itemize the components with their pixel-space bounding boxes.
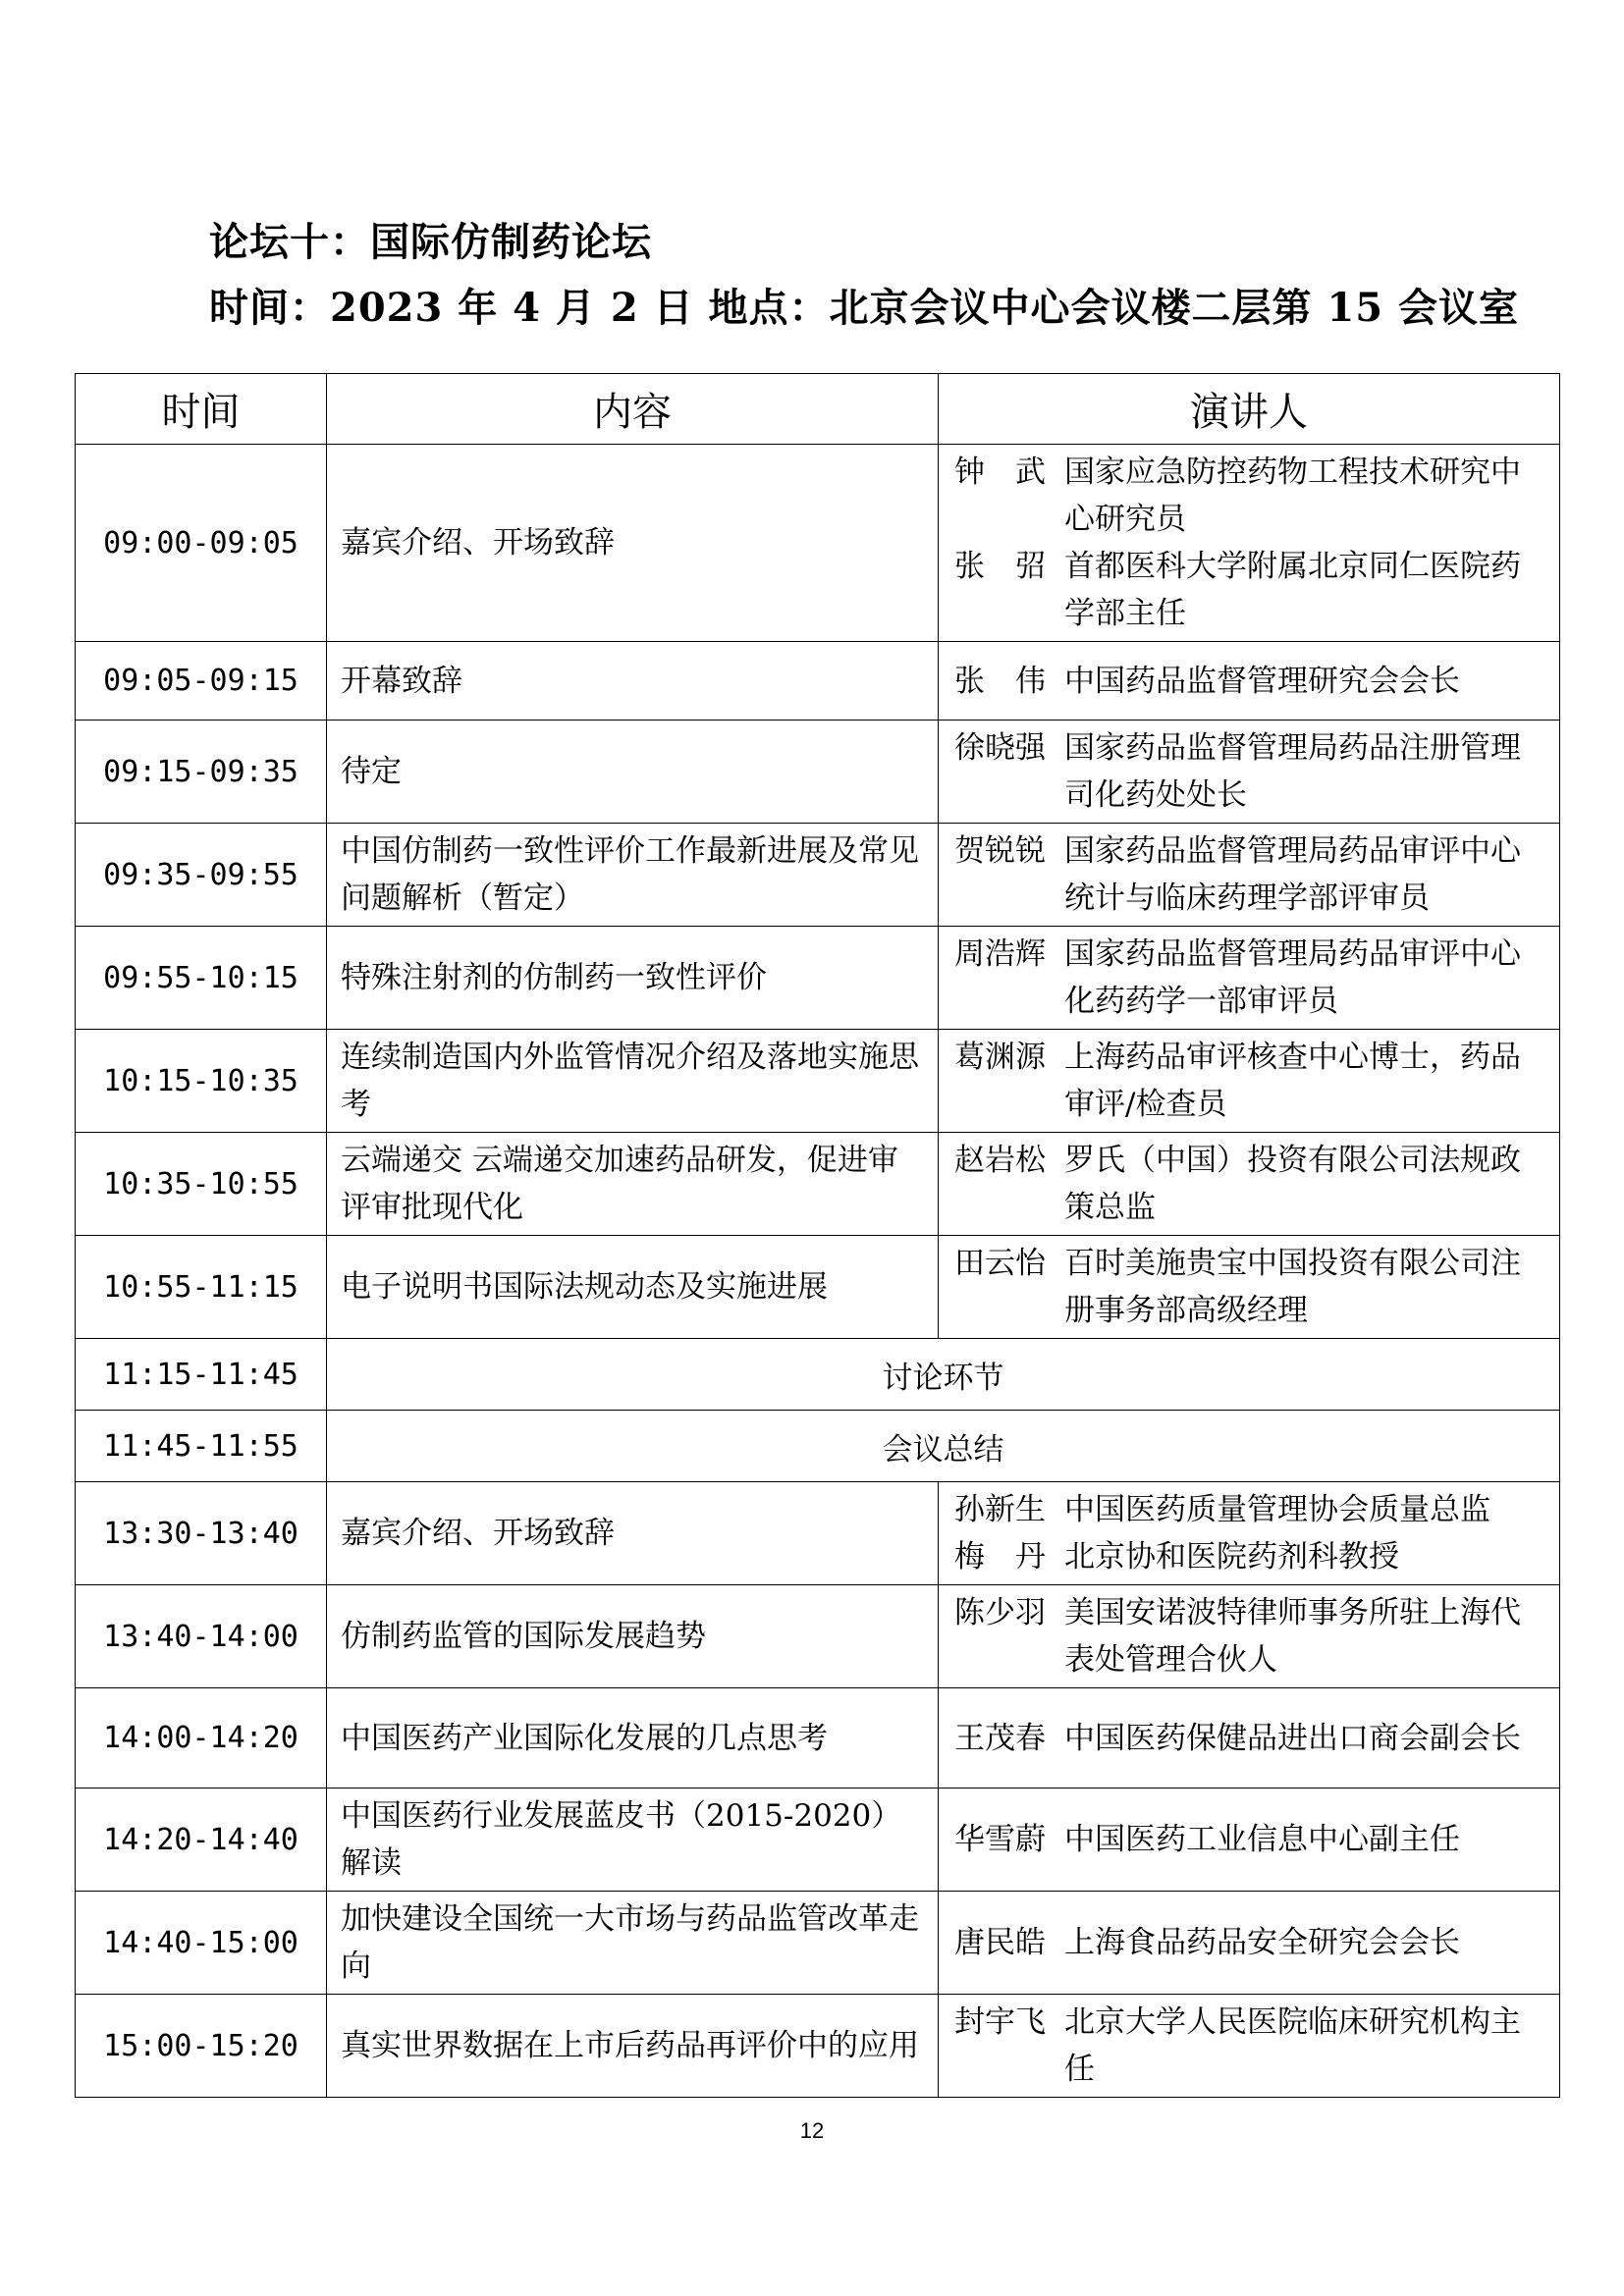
time-cell: 10:55-11:15 [76, 1236, 327, 1339]
speaker-name: 张 弨 [954, 549, 1046, 584]
table-row [76, 721, 1560, 824]
time-place-line: 时间：2023 年 4 月 2 日 地点：北京会议中心会议楼二层第 15 会议室 [209, 285, 1520, 331]
speaker-cell [939, 1482, 1560, 1585]
time-cell: 13:30-13:40 [76, 1482, 327, 1585]
table-row [76, 1585, 1560, 1688]
time-cell: 14:40-15:00 [76, 1892, 327, 1995]
speaker-cell [939, 1585, 1560, 1688]
table-row [76, 1411, 1560, 1482]
speaker-entry [954, 828, 1545, 922]
speaker-cell [939, 1688, 1560, 1789]
content-cell: 云端递交 云端递交加速药品研发，促进审评审批现代化 [327, 1133, 939, 1236]
table-row [76, 1236, 1560, 1339]
speaker-entry [954, 1715, 1545, 1762]
table-row [76, 1482, 1560, 1585]
time-cell: 14:20-14:40 [76, 1789, 327, 1892]
speaker-cell [939, 1133, 1560, 1236]
speaker-entry [954, 1999, 1545, 2093]
speaker-title: 北京协和医院药剂科教授 [1064, 1539, 1399, 1575]
content-cell: 中国医药行业发展蓝皮书（2015-2020）解读 [327, 1789, 939, 1892]
speaker-name: 田云怡 [954, 1246, 1046, 1281]
speaker-name: 徐晓强 [954, 730, 1046, 766]
content-cell: 连续制造国内外监管情况介绍及落地实施思考 [327, 1030, 939, 1133]
time-cell: 09:15-09:35 [76, 721, 327, 824]
content-cell: 开幕致辞 [327, 642, 939, 721]
content-cell: 加快建设全国统一大市场与药品监管改革走向 [327, 1892, 939, 1995]
header-content: 内容 [327, 374, 939, 445]
table-row [76, 824, 1560, 927]
speaker-name: 赵岩松 [954, 1143, 1046, 1178]
table-row [76, 927, 1560, 1030]
content-cell: 电子说明书国际法规动态及实施进展 [327, 1236, 939, 1339]
speaker-name: 封宇飞 [954, 2004, 1046, 2040]
table-row [76, 642, 1560, 721]
time-cell: 10:35-10:55 [76, 1133, 327, 1236]
content-cell: 嘉宾介绍、开场致辞 [327, 1482, 939, 1585]
speaker-title: 国家药品监督管理局药品注册管理司化药处处长 [1064, 730, 1521, 813]
table-row [76, 1688, 1560, 1789]
table-header-row [76, 374, 1560, 445]
speaker-title: 百时美施贵宝中国投资有限公司注册事务部高级经理 [1064, 1246, 1521, 1328]
speaker-entry [954, 1486, 1545, 1533]
header-time: 时间 [76, 374, 327, 445]
speaker-entry [954, 1533, 1545, 1580]
speaker-title: 北京大学人民医院临床研究机构主任 [1064, 2004, 1521, 2087]
time-cell: 11:15-11:45 [76, 1339, 327, 1411]
speaker-title: 首都医科大学附属北京同仁医院药学部主任 [1064, 549, 1521, 631]
speaker-cell [939, 1789, 1560, 1892]
content-cell: 中国仿制药一致性评价工作最新进展及常见问题解析（暂定） [327, 824, 939, 927]
speaker-name: 陈少羽 [954, 1595, 1046, 1630]
merged-session-cell: 会议总结 [327, 1411, 1560, 1482]
time-cell: 09:35-09:55 [76, 824, 327, 927]
time-cell: 13:40-14:00 [76, 1585, 327, 1688]
speaker-title: 上海药品审评核查中心博士，药品审评/检查员 [1064, 1040, 1521, 1122]
header-speaker: 演讲人 [939, 374, 1560, 445]
time-cell: 15:00-15:20 [76, 1995, 327, 2098]
speaker-entry [954, 1034, 1545, 1128]
speaker-title: 罗氏（中国）投资有限公司法规政策总监 [1064, 1143, 1521, 1225]
speaker-entry [954, 1589, 1545, 1683]
speaker-entry [954, 1816, 1545, 1863]
time-cell: 09:00-09:05 [76, 445, 327, 642]
time-cell: 11:45-11:55 [76, 1411, 327, 1482]
content-cell: 仿制药监管的国际发展趋势 [327, 1585, 939, 1688]
table-row [76, 1789, 1560, 1892]
speaker-title: 中国医药工业信息中心副主任 [1064, 1822, 1460, 1857]
speaker-name: 王茂春 [954, 1720, 1046, 1756]
content-cell: 待定 [327, 721, 939, 824]
content-cell: 嘉宾介绍、开场致辞 [327, 445, 939, 642]
content-cell: 中国医药产业国际化发展的几点思考 [327, 1688, 939, 1789]
forum-title: 论坛十：国际仿制药论坛 [209, 219, 652, 265]
content-cell: 真实世界数据在上市后药品再评价中的应用 [327, 1995, 939, 2098]
table-row [76, 1133, 1560, 1236]
speaker-name: 孙新生 [954, 1492, 1046, 1527]
table-row [76, 1892, 1560, 1995]
speaker-title: 中国医药质量管理协会质量总监 [1064, 1492, 1490, 1527]
time-cell: 09:05-09:15 [76, 642, 327, 721]
speaker-cell [939, 824, 1560, 927]
schedule-table [75, 373, 1560, 2098]
table-row [76, 1030, 1560, 1133]
speaker-name: 周浩辉 [954, 936, 1046, 972]
speaker-cell [939, 642, 1560, 721]
table-row [76, 1995, 1560, 2098]
speaker-name: 华雪蔚 [954, 1822, 1046, 1857]
time-cell: 09:55-10:15 [76, 927, 327, 1030]
speaker-title: 上海食品药品安全研究会会长 [1064, 1925, 1460, 1960]
table-row [76, 445, 1560, 642]
speaker-title: 中国药品监督管理研究会会长 [1064, 663, 1460, 699]
content-cell: 特殊注射剂的仿制药一致性评价 [327, 927, 939, 1030]
table-row [76, 1339, 1560, 1411]
speaker-title: 国家应急防控药物工程技术研究中心研究员 [1064, 454, 1521, 537]
speaker-title: 美国安诺波特律师事务所驻上海代表处管理合伙人 [1064, 1595, 1521, 1678]
speaker-cell [939, 1995, 1560, 2098]
time-cell: 10:15-10:35 [76, 1030, 327, 1133]
speaker-entry [954, 724, 1545, 819]
speaker-cell [939, 1892, 1560, 1995]
speaker-name: 梅 丹 [954, 1539, 1046, 1575]
speaker-name: 唐民皓 [954, 1925, 1046, 1960]
speaker-entry [954, 449, 1545, 543]
time-cell: 14:00-14:20 [76, 1688, 327, 1789]
page-number: 12 [799, 2118, 825, 2143]
speaker-cell [939, 445, 1560, 642]
merged-session-cell: 讨论环节 [327, 1339, 1560, 1411]
speaker-title: 国家药品监督管理局药品审评中心统计与临床药理学部评审员 [1064, 833, 1521, 916]
speaker-entry [954, 543, 1545, 637]
speaker-entry [954, 658, 1545, 705]
speaker-name: 张 伟 [954, 663, 1046, 699]
speaker-name: 贺锐锐 [954, 833, 1046, 869]
speaker-cell [939, 1030, 1560, 1133]
speaker-entry [954, 1919, 1545, 1966]
speaker-cell [939, 721, 1560, 824]
speaker-entry [954, 931, 1545, 1025]
speaker-cell [939, 1236, 1560, 1339]
speaker-name: 钟 武 [954, 454, 1046, 490]
speaker-title: 中国医药保健品进出口商会副会长 [1064, 1720, 1521, 1756]
speaker-cell [939, 927, 1560, 1030]
speaker-entry [954, 1240, 1545, 1334]
speaker-title: 国家药品监督管理局药品审评中心化药药学一部审评员 [1064, 936, 1521, 1019]
speaker-entry [954, 1137, 1545, 1231]
speaker-name: 葛渊源 [954, 1040, 1046, 1075]
